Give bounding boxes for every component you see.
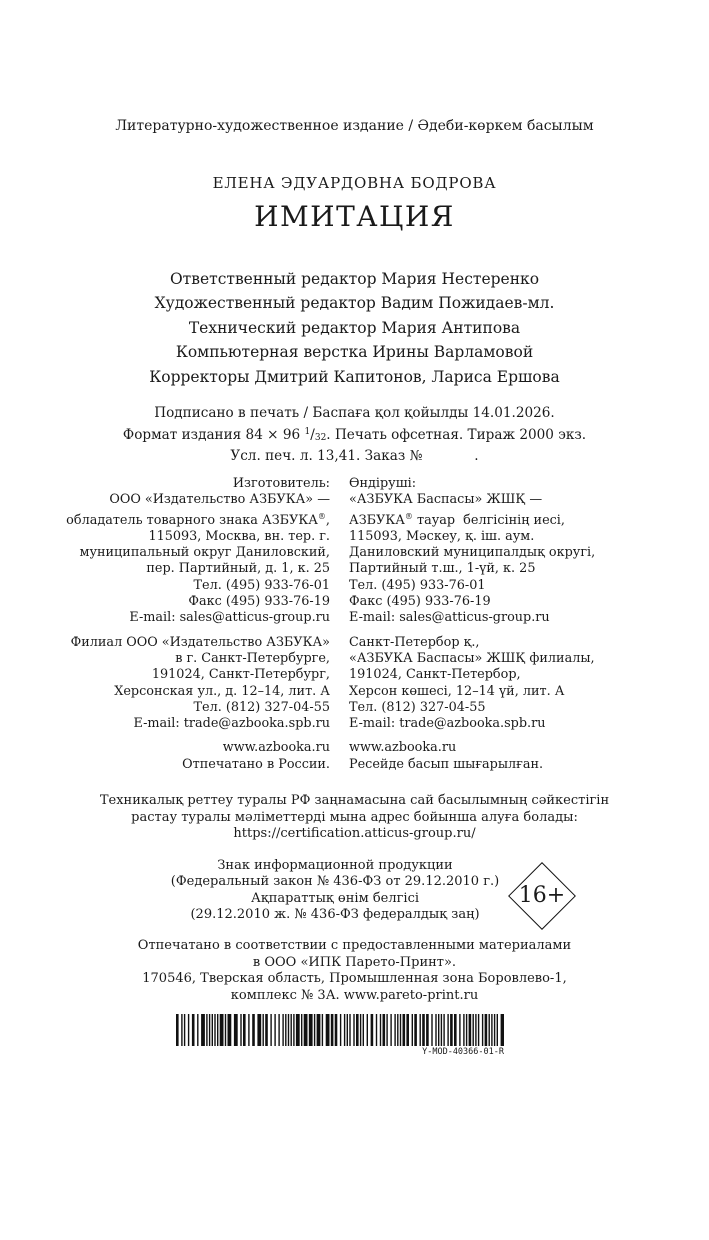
- barcode-bar: [473, 1014, 474, 1046]
- credit-line: Корректоры Дмитрий Капитонов, Лариса Ершова: [149, 367, 560, 386]
- phone: Тел. (812) 327-04-55: [193, 699, 330, 715]
- email: E-mail: sales@atticus-group.ru: [349, 610, 550, 626]
- format-fraction: $^1/_{32}$: [304, 426, 327, 443]
- barcode-bar: [257, 1014, 261, 1046]
- barcode-bar: [397, 1014, 398, 1046]
- barcode-bar: [314, 1014, 315, 1046]
- barcode-bar: [263, 1014, 264, 1046]
- address-line: 115093, Мәскеу, қ. іш. аум.: [349, 528, 535, 544]
- barcode-bar: [240, 1014, 241, 1046]
- fax: Факс (495) 933-76-19: [349, 594, 491, 610]
- barcode-bar: [225, 1014, 226, 1046]
- printer-line: 170546, Тверская область, Промышленная зона Боровлево-1,: [142, 971, 567, 987]
- barcode-bar: [380, 1014, 381, 1046]
- manufacturer-block-ru: [66, 476, 330, 627]
- info-product-mark: [150, 858, 520, 924]
- barcode-bar: [296, 1014, 300, 1046]
- barcode-bar: [288, 1014, 289, 1046]
- barcode-bar: [228, 1014, 232, 1046]
- credit-line: Ответственный редактор Мария Нестеренко: [169, 270, 540, 288]
- address-line: пер. Партийный, д. 1, к. 25: [146, 561, 330, 577]
- barcode-bar: [501, 1014, 504, 1046]
- certification-line: Техникалық реттеу туралы РФ заңнамасына сай басылымның сәйкестігін: [99, 793, 610, 808]
- barcode-bar: [353, 1014, 354, 1046]
- barcode-bar: [214, 1014, 215, 1046]
- barcode-bar: [322, 1014, 323, 1046]
- printer-line: комплекс № 3А. www.pareto-print.ru: [230, 987, 479, 1003]
- trademark-end: тауар белгісінің иесі,: [412, 512, 565, 528]
- barcode-bar: [301, 1014, 302, 1046]
- address-line: «АЗБУКА Баспасы» ЖШҚ филиалы,: [349, 650, 595, 666]
- barcode-bar: [438, 1014, 439, 1046]
- barcode-bar: [463, 1014, 464, 1046]
- email: E-mail: sales@atticus-group.ru: [129, 610, 330, 626]
- web-block-kz: [349, 740, 595, 773]
- barcode-bar: [447, 1014, 448, 1046]
- format-denominator: 32: [314, 432, 327, 443]
- barcode-bar: [344, 1014, 345, 1046]
- barcode-bar: [291, 1014, 292, 1046]
- barcode-bar: [478, 1014, 479, 1046]
- barcode-bar: [282, 1014, 283, 1046]
- barcode-bar: [188, 1014, 189, 1046]
- sheets-order-line: Усл. печ. л. 13,41. Заказ № .: [230, 448, 479, 465]
- address-line: Филиал ООО «Издательство АЗБУКА»: [70, 634, 330, 650]
- barcode-bar: [426, 1014, 429, 1046]
- manufacturer-block-kz: [349, 476, 595, 627]
- barcode-bar: [431, 1014, 432, 1046]
- barcode-bar: [494, 1014, 495, 1046]
- address-line: Санкт-Петербор қ.,: [349, 634, 480, 650]
- barcode-bar: [201, 1014, 205, 1046]
- barcode-bar: [197, 1014, 198, 1046]
- age-rating-text: 16+: [518, 883, 566, 908]
- column-russian: [66, 476, 330, 781]
- signed-to-print: Подписано в печать / Баспаға қол қойылды 14.01.2026.: [154, 405, 555, 421]
- phone: Тел. (495) 933-76-01: [193, 577, 330, 593]
- age-rating-badge: [507, 861, 577, 931]
- barcode-bar: [317, 1014, 321, 1046]
- barcode-bar: [243, 1014, 246, 1046]
- barcode-bar: [349, 1014, 350, 1046]
- barcode-bar: [414, 1014, 417, 1046]
- barcode-bar: [489, 1014, 490, 1046]
- barcode-bar: [293, 1014, 294, 1046]
- phone: Тел. (495) 933-76-01: [349, 577, 486, 593]
- barcode-bar: [248, 1014, 249, 1046]
- info-mark-line: (29.12.2010 ж. № 436-ФЗ федералдық заң): [190, 907, 480, 923]
- info-mark-line: Ақпараттық өнім белгісі: [250, 890, 420, 906]
- website: www.azbooka.ru: [222, 740, 330, 756]
- barcode-bar: [390, 1014, 391, 1046]
- barcode-bar: [459, 1014, 460, 1046]
- barcode-bar: [304, 1014, 308, 1046]
- barcode-bar: [326, 1014, 330, 1046]
- barcode-bar: [469, 1014, 472, 1046]
- address-line: Даниловский муниципалдық округі,: [349, 545, 596, 561]
- barcode-bar: [441, 1014, 442, 1046]
- branch-block-ru: [66, 635, 330, 733]
- address-line: Херсонская ул., д. 12–14, лит. А: [114, 683, 330, 699]
- address-line: Херсон көшесі, 12–14 үй, лит. А: [349, 683, 565, 699]
- barcode-bar: [265, 1014, 268, 1046]
- barcode-bar: [466, 1014, 467, 1046]
- barcode-bar: [454, 1014, 457, 1046]
- address-line: Партийный т.ш., 1-үй, к. 25: [349, 561, 536, 577]
- format-line: [0, 423, 709, 448]
- barcode-bar: [234, 1014, 238, 1046]
- barcode-bar: [209, 1014, 210, 1046]
- barcode-bar: [394, 1014, 395, 1046]
- barcode-bar: [220, 1014, 224, 1046]
- barcode-bar: [192, 1014, 195, 1046]
- certification-line: растау туралы мәліметтерді мына адрес бойынша алуға болады:: [131, 809, 578, 825]
- barcode-bar: [335, 1014, 338, 1046]
- barcode-bar: [376, 1014, 377, 1046]
- barcode-bar: [406, 1014, 409, 1046]
- barcode-bar: [270, 1014, 271, 1046]
- barcode-bar: [403, 1014, 406, 1046]
- genre-line: Литературно-художественное издание / Әдеби-көркем басылым: [115, 118, 594, 134]
- fax: Факс (495) 933-76-19: [188, 594, 330, 610]
- email: E-mail: trade@azbooka.spb.ru: [349, 716, 546, 732]
- barcode-bar: [274, 1014, 275, 1046]
- format-numerator: 1: [304, 426, 311, 437]
- barcode-bar: [278, 1014, 279, 1046]
- barcode-bar: [497, 1014, 498, 1046]
- barcode-bar: [340, 1014, 341, 1046]
- barcode-code: Y-MOD-40366-01-R: [422, 1047, 504, 1057]
- print-info-block: [0, 404, 709, 466]
- address-line: 115093, Москва, вн. тер. г.: [148, 528, 330, 544]
- barcode-bar: [331, 1014, 334, 1046]
- certification-block: [0, 793, 709, 843]
- manufacturer-heading: Изготовитель:: [232, 476, 330, 491]
- book-title: ИМИТАЦИЯ: [254, 200, 455, 233]
- credit-line: Технический редактор Мария Антипова: [188, 318, 521, 337]
- printer-line: Отпечатано в соответствии с предоставленными материалами: [137, 938, 572, 953]
- info-mark-line: (Федеральный закон № 436-ФЗ от 29.12.2010 г.): [170, 874, 500, 890]
- barcode-bar: [435, 1014, 436, 1046]
- barcode-bar: [356, 1014, 359, 1046]
- barcode-bar: [386, 1014, 387, 1046]
- address-line: в г. Санкт-Петербурге,: [175, 650, 330, 666]
- printer-line: в ООО «ИПК Парето-Принт».: [252, 954, 457, 970]
- barcode-bar: [422, 1014, 425, 1046]
- email: E-mail: trade@azbooka.spb.ru: [133, 716, 330, 732]
- address-line: [66, 509, 330, 529]
- column-kazakh: [349, 476, 595, 781]
- barcode-bar: [217, 1014, 218, 1046]
- address-line: муниципальный округ Даниловский,: [79, 545, 330, 561]
- barcode-bar: [212, 1014, 213, 1046]
- website: www.azbooka.ru: [349, 740, 457, 756]
- address-line: «АЗБУКА Баспасы» ЖШҚ —: [349, 492, 543, 508]
- printer-block: [0, 938, 709, 1004]
- address-line: [349, 509, 595, 529]
- printed-in: Ресейде басып шығарылған.: [349, 756, 544, 772]
- address-line: ООО «Издательство АЗБУКА» —: [109, 492, 330, 508]
- barcode-bar: [206, 1014, 207, 1046]
- barcode-bar: [383, 1014, 386, 1046]
- barcode-bar: [367, 1014, 368, 1046]
- barcode-bar: [347, 1014, 348, 1046]
- credit-line: Компьютерная верстка Ирины Варламовой: [175, 343, 534, 362]
- branch-block-kz: [349, 635, 595, 733]
- printed-in: Отпечатано в России.: [182, 756, 330, 772]
- barcode-icon: [176, 1014, 504, 1046]
- trademark-end: ,: [325, 512, 330, 528]
- info-mark-line: Знак информационной продукции: [217, 858, 453, 873]
- address-line: 191024, Санкт-Петербор,: [349, 667, 521, 683]
- format-prefix: Формат издания 84 × 96: [122, 426, 305, 443]
- certification-url: https://certification.atticus-group.ru/: [233, 826, 476, 842]
- barcode-bar: [450, 1014, 453, 1046]
- barcode-bar: [252, 1014, 255, 1046]
- barcode-bar: [485, 1014, 488, 1046]
- barcode-bar: [181, 1014, 182, 1046]
- barcode-bar: [443, 1014, 444, 1046]
- author-name: ЕЛЕНА ЭДУАРДОВНА БОДРОВА: [212, 174, 497, 192]
- barcode-bar: [412, 1014, 413, 1046]
- address-line: 191024, Санкт-Петербург,: [151, 667, 330, 683]
- format-suffix: . Печать офсетная. Тираж 2000 экз.: [326, 426, 587, 443]
- barcode-bar: [360, 1014, 361, 1046]
- barcode-bar: [371, 1014, 374, 1046]
- registered-mark: ®: [317, 511, 326, 521]
- barcode-bar: [475, 1014, 476, 1046]
- barcode-bar: [491, 1014, 492, 1046]
- barcode-bar: [420, 1014, 421, 1046]
- trademark-text: обладатель товарного знака АЗБУКА: [66, 512, 318, 528]
- barcode-bar: [285, 1014, 286, 1046]
- trademark-text: АЗБУКА: [349, 512, 405, 528]
- barcode-bar: [363, 1014, 364, 1046]
- credits-block: [0, 267, 709, 389]
- barcode-bar: [482, 1014, 483, 1046]
- barcode-bar: [400, 1014, 401, 1046]
- manufacturer-heading: Өндіруші:: [349, 476, 417, 491]
- registered-mark: ®: [404, 511, 413, 521]
- phone: Тел. (812) 327-04-55: [349, 699, 486, 715]
- barcode-bar: [176, 1014, 179, 1046]
- barcode-bar: [309, 1014, 313, 1046]
- barcode-bar: [184, 1014, 185, 1046]
- web-block-ru: [66, 740, 330, 773]
- credit-line: Художественный редактор Вадим Пожидаев-мл.: [154, 294, 555, 313]
